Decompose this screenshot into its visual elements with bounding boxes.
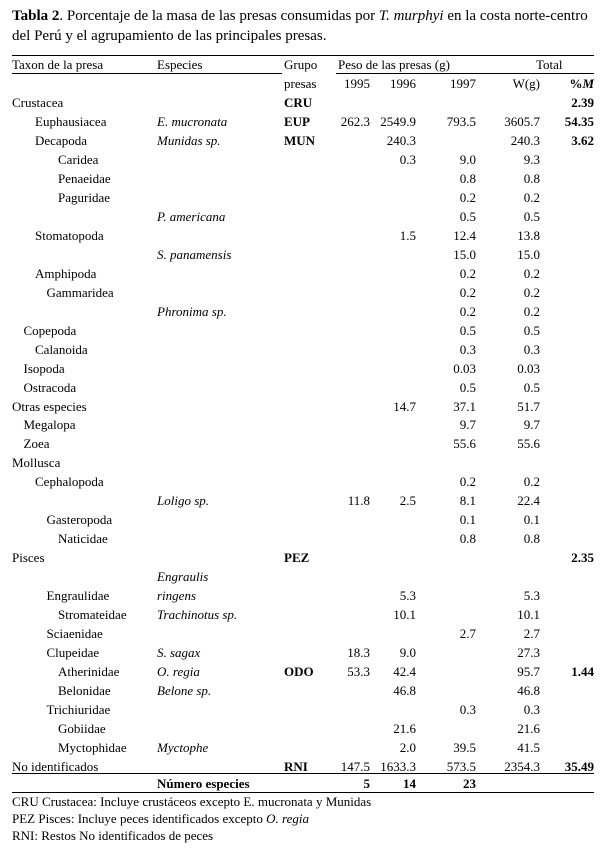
cell-taxon: Penaeidae bbox=[58, 170, 111, 186]
cell-1997: 0.2 bbox=[459, 284, 476, 300]
header-percent-prefix: % bbox=[569, 76, 583, 91]
cell-taxon: Ostracoda bbox=[23, 379, 77, 395]
cell-total-w: 0.2 bbox=[523, 303, 540, 319]
caption-label: Tabla 2 bbox=[12, 8, 60, 24]
cell-taxon: Sciaenidae bbox=[46, 626, 103, 642]
cell-1997: 0.2 bbox=[459, 303, 476, 319]
cell-1997: 0.5 bbox=[459, 379, 476, 395]
cell-1997: 793.5 bbox=[446, 113, 476, 129]
cell-taxon: Cephalopoda bbox=[35, 474, 104, 490]
cell-1997: 55.6 bbox=[453, 436, 476, 452]
cell-total-w: 0.5 bbox=[523, 379, 540, 395]
footnote-cru bbox=[12, 794, 371, 810]
cell-percent-m: 3.62 bbox=[571, 132, 594, 148]
cell-total-w: 55.6 bbox=[517, 436, 540, 452]
caption-text-before: . Porcentaje de la masa de las presas consumidas por bbox=[59, 8, 379, 24]
footnote-rni: RNI: Restos No identificados de peces bbox=[12, 828, 214, 843]
cell-total-w: 51.7 bbox=[517, 398, 540, 414]
cell-taxon: Naticidae bbox=[58, 531, 108, 547]
footnote-cru-suffix: y Munidas bbox=[312, 794, 372, 809]
cell-1996: 9.0 bbox=[399, 645, 416, 661]
cell-total-w: 22.4 bbox=[517, 493, 540, 509]
cell-percent-m: 2.39 bbox=[571, 95, 594, 110]
cell-total-w: 0.8 bbox=[523, 170, 540, 186]
header-especies: Especies bbox=[157, 57, 203, 72]
cell-percent-m: 35.49 bbox=[564, 758, 594, 774]
cell-1996: 2.0 bbox=[399, 739, 416, 755]
caption-text-after: en la costa norte-centro del Perú y el agrupamiento de las principales presas. bbox=[12, 8, 588, 44]
cell-1996: 46.8 bbox=[393, 683, 416, 699]
cell-taxon: Engraulidae bbox=[46, 588, 110, 604]
cell-taxon: Trichiuridae bbox=[46, 702, 111, 718]
cell-total-w: 0.2 bbox=[523, 189, 540, 205]
header-1997: 1997 bbox=[450, 76, 476, 91]
cell-especies: E. mucronata bbox=[157, 113, 228, 129]
cell-taxon: Decapoda bbox=[35, 132, 87, 148]
cell-especies: S. panamensis bbox=[157, 246, 232, 262]
cell-1996: 5.3 bbox=[399, 588, 416, 604]
cell-especies: ringens bbox=[157, 588, 196, 604]
cell-1997: 12.4 bbox=[453, 227, 476, 243]
header-percent-italic: M bbox=[582, 76, 594, 91]
cell-1996: 1633.3 bbox=[380, 758, 416, 774]
cell-1995: 262.3 bbox=[340, 113, 370, 129]
cell-taxon: Pisces bbox=[12, 550, 45, 566]
cell-1996: 240.3 bbox=[386, 132, 416, 148]
cell-1997: 0.2 bbox=[459, 189, 476, 205]
cell-taxon: Belonidae bbox=[58, 683, 111, 699]
cell-total-w: 0.03 bbox=[517, 360, 540, 376]
footnote-pez-species: O. regia bbox=[266, 811, 310, 826]
footnote-cru-prefix: CRU Crustacea: Incluye crustáceos excepto bbox=[12, 794, 244, 809]
cell-1996: 14.7 bbox=[393, 398, 416, 414]
cell-1997: 39.5 bbox=[453, 739, 476, 755]
cell-1997: 0.3 bbox=[459, 341, 476, 357]
header-rule-left bbox=[12, 73, 282, 74]
cell-1996: 0.3 bbox=[399, 151, 416, 167]
cell-grupo: PEZ bbox=[284, 550, 310, 566]
cell-1997: 2.7 bbox=[459, 626, 476, 642]
cell-taxon: Atherinidae bbox=[58, 664, 120, 680]
top-rule bbox=[12, 55, 594, 56]
cell-taxon: Euphausiacea bbox=[35, 113, 107, 129]
cell-taxon: Zoea bbox=[23, 436, 50, 452]
cell-taxon: Gobiidae bbox=[58, 721, 106, 736]
cell-1997: 0.8 bbox=[459, 170, 476, 186]
cell-taxon: Calanoida bbox=[35, 341, 88, 357]
cell-grupo: CRU bbox=[284, 95, 313, 110]
header-percent-m bbox=[550, 76, 594, 91]
cell-total-w: 46.8 bbox=[517, 683, 540, 699]
header-presas: presas bbox=[284, 76, 317, 91]
cell-taxon: Crustacea bbox=[12, 95, 64, 110]
header-rule-right bbox=[336, 73, 594, 74]
cell-total-w: 21.6 bbox=[517, 721, 540, 736]
cell-especies: Myctophe bbox=[157, 739, 209, 755]
cell-taxon: Gammaridea bbox=[46, 284, 114, 300]
header-total: Total bbox=[536, 57, 563, 72]
numero-especies-1996: 14 bbox=[403, 776, 416, 791]
cell-total-w: 41.5 bbox=[517, 739, 540, 755]
numero-especies-1997: 23 bbox=[463, 776, 476, 791]
cell-especies: Engraulis bbox=[157, 569, 209, 585]
cell-1997: 0.2 bbox=[459, 474, 476, 490]
cell-grupo: EUP bbox=[284, 113, 310, 129]
total-rule bbox=[12, 773, 594, 774]
cell-total-w: 0.3 bbox=[523, 341, 540, 357]
cell-percent-m: 2.35 bbox=[571, 550, 594, 566]
cell-especies: Trachinotus sp. bbox=[157, 607, 238, 623]
cell-taxon: Clupeidae bbox=[46, 645, 100, 661]
cell-total-w: 9.3 bbox=[523, 151, 540, 167]
cell-1996: 42.4 bbox=[393, 664, 416, 680]
cell-1995: 147.5 bbox=[340, 758, 370, 774]
cell-1997: 9.7 bbox=[459, 417, 476, 433]
cell-total-w: 0.5 bbox=[523, 208, 540, 224]
cell-taxon: Otras especies bbox=[12, 398, 87, 414]
cell-especies: Munidas sp. bbox=[157, 132, 221, 148]
cell-taxon: Stomatopoda bbox=[35, 227, 104, 243]
cell-1997: 37.1 bbox=[453, 398, 476, 414]
cell-taxon: Isopoda bbox=[23, 360, 65, 376]
cell-total-w: 13.8 bbox=[517, 227, 540, 243]
cell-percent-m: 54.35 bbox=[564, 113, 594, 129]
cell-especies: P. americana bbox=[157, 208, 226, 224]
cell-1996: 10.1 bbox=[393, 607, 416, 623]
cell-total-w: 15.0 bbox=[517, 246, 540, 262]
cell-taxon: Caridea bbox=[58, 151, 99, 167]
cell-1996: 1.5 bbox=[399, 227, 416, 243]
cell-especies: O. regia bbox=[157, 664, 200, 680]
header-1995: 1995 bbox=[344, 76, 370, 91]
numero-especies-1995: 5 bbox=[363, 776, 370, 791]
cell-especies: Loligo sp. bbox=[157, 493, 210, 509]
cell-total-w: 3605.7 bbox=[504, 113, 540, 129]
cell-percent-m: 1.44 bbox=[571, 664, 594, 680]
cell-1996: 2.5 bbox=[399, 493, 416, 509]
cell-total-w: 0.2 bbox=[523, 265, 540, 281]
bottom-rule bbox=[12, 792, 594, 793]
cell-taxon: Copepoda bbox=[23, 322, 77, 338]
cell-total-w: 2.7 bbox=[523, 626, 540, 642]
cell-total-w: 0.3 bbox=[523, 702, 540, 718]
footnote-pez-prefix: PEZ Pisces: Incluye peces identificados excepto bbox=[12, 811, 267, 826]
cell-1997: 0.1 bbox=[459, 512, 476, 528]
cell-taxon: Gasteropoda bbox=[46, 512, 113, 528]
cell-total-w: 240.3 bbox=[510, 132, 540, 148]
footnote-cru-species: E. mucronata bbox=[243, 794, 313, 809]
cell-taxon: Stromateidae bbox=[58, 607, 127, 623]
cell-total-w: 0.5 bbox=[523, 322, 540, 338]
cell-1995: 53.3 bbox=[347, 664, 370, 680]
footnote-pez bbox=[12, 811, 309, 827]
cell-1997: 0.8 bbox=[459, 531, 476, 547]
cell-1997: 8.1 bbox=[459, 493, 476, 509]
cell-taxon: Megalopa bbox=[23, 417, 76, 433]
cell-1997: 9.0 bbox=[459, 151, 476, 167]
header-1996: 1996 bbox=[390, 76, 416, 91]
cell-total-w: 10.1 bbox=[517, 607, 540, 623]
cell-1995: 18.3 bbox=[347, 645, 370, 661]
cell-total-w: 0.2 bbox=[523, 474, 540, 490]
cell-grupo: RNI bbox=[284, 758, 308, 774]
cell-total-w: 27.3 bbox=[517, 645, 540, 661]
header-wg: W(g) bbox=[512, 76, 540, 91]
cell-total-w: 5.3 bbox=[523, 588, 540, 604]
cell-taxon: Paguridae bbox=[58, 189, 110, 205]
cell-taxon: No identificados bbox=[12, 758, 99, 774]
cell-1996: 2549.9 bbox=[380, 113, 416, 129]
cell-taxon: Mollusca bbox=[12, 455, 61, 471]
cell-1997: 573.5 bbox=[446, 758, 476, 774]
cell-total-w: 0.8 bbox=[523, 531, 540, 547]
cell-1997: 0.03 bbox=[453, 360, 476, 376]
numero-especies-label: Número especies bbox=[157, 776, 250, 791]
cell-total-w: 0.1 bbox=[523, 512, 540, 528]
cell-1997: 15.0 bbox=[453, 246, 476, 262]
cell-total-w: 9.7 bbox=[523, 417, 540, 433]
caption-species: T. murphyi bbox=[378, 8, 444, 24]
cell-1997: 0.5 bbox=[459, 322, 476, 338]
cell-1995: 11.8 bbox=[347, 493, 370, 509]
header-grupo: Grupo bbox=[284, 57, 318, 72]
cell-especies: S. sagax bbox=[157, 645, 201, 661]
cell-1997: 0.5 bbox=[459, 208, 476, 224]
cell-taxon: Amphipoda bbox=[35, 265, 97, 281]
cell-especies: Phronima sp. bbox=[157, 303, 227, 319]
cell-total-w: 95.7 bbox=[517, 664, 540, 680]
cell-total-w: 0.2 bbox=[523, 284, 540, 300]
cell-grupo: MUN bbox=[284, 132, 316, 148]
cell-total-w: 2354.3 bbox=[504, 758, 540, 774]
cell-grupo: ODO bbox=[284, 664, 314, 680]
cell-1997: 0.2 bbox=[459, 265, 476, 281]
cell-1996: 21.6 bbox=[393, 721, 416, 736]
cell-especies: Belone sp. bbox=[157, 683, 212, 699]
header-taxon: Taxon de la presa bbox=[12, 57, 104, 72]
header-peso: Peso de las presas (g) bbox=[338, 57, 450, 72]
cell-1997: 0.3 bbox=[459, 702, 476, 718]
table-caption bbox=[12, 6, 597, 46]
cell-taxon: Myctophidae bbox=[58, 739, 127, 755]
